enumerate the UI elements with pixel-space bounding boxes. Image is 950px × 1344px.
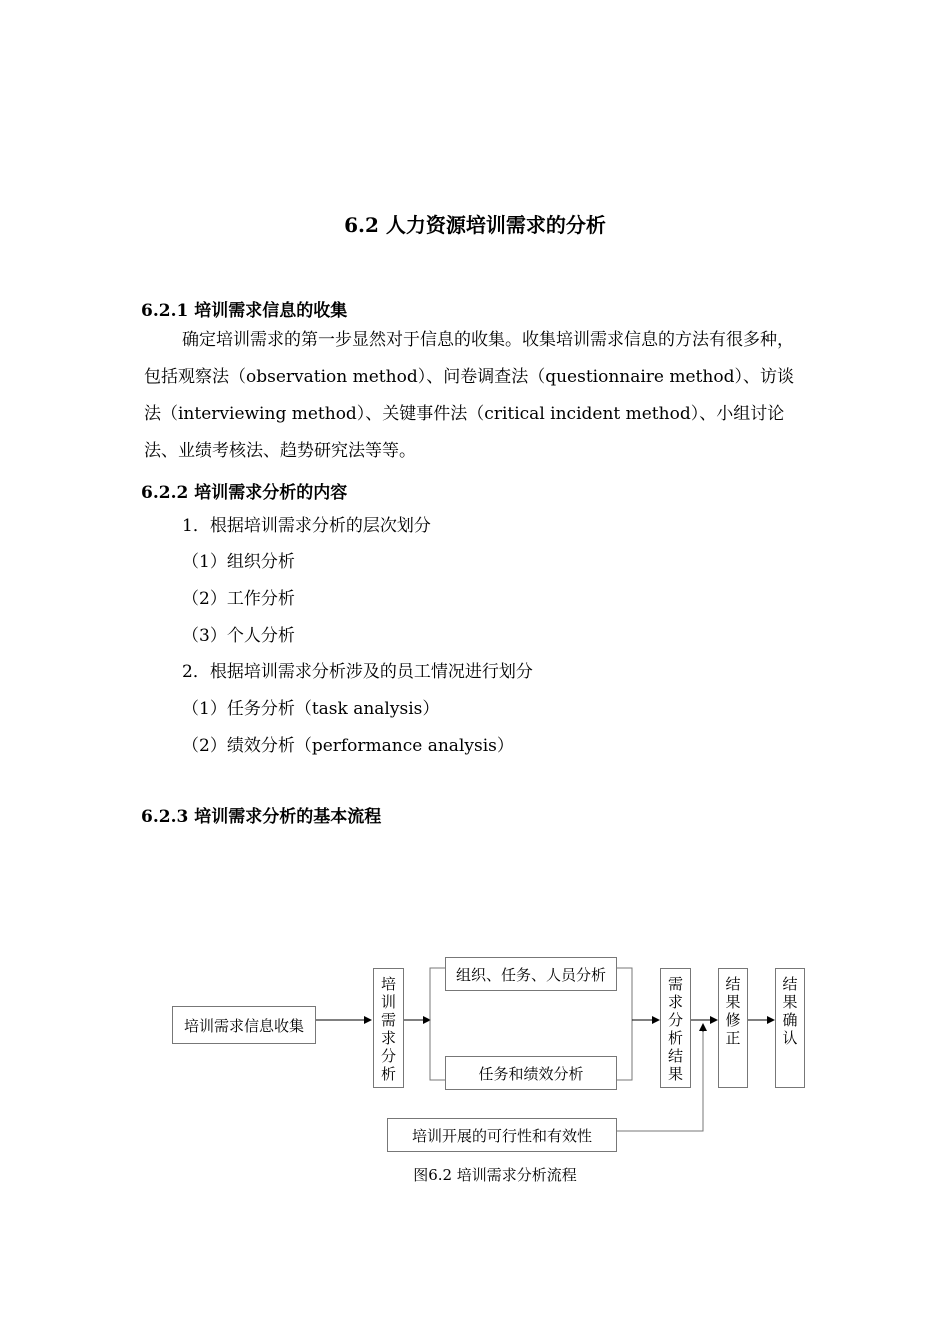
paragraph-text: 确定培训需求的第一步显然对于信息的收集。收集培训需求信息的方法有很多种，包括观察法（observation method）、问卷调查法（questionnaire method）、访谈法（interviewing method）、关键事件法（critical incident method）、小组讨论法、业绩考核法、趋势研究法等等。 — [144, 330, 794, 461]
char: 需 — [667, 975, 683, 993]
char: 果 — [782, 993, 798, 1011]
section-heading-process: 6.2.3 培训需求分析的基本流程 — [141, 807, 382, 827]
branch-right-bracket — [617, 968, 632, 1080]
char: 正 — [725, 1029, 741, 1047]
char: 结 — [782, 975, 798, 993]
section-heading-content: 6.2.2 培训需求分析的内容 — [141, 483, 348, 503]
char: 需 — [380, 1011, 396, 1029]
list-item: （1）组织分析 — [182, 552, 295, 572]
char: 析 — [380, 1065, 396, 1083]
char: 训 — [380, 993, 396, 1011]
list-item: （2）绩效分析（performance analysis） — [182, 736, 514, 756]
node-info-collection — [172, 1006, 316, 1044]
node-feasibility — [387, 1118, 617, 1152]
char: 结 — [667, 1047, 683, 1065]
list-item: 2．根据培训需求分析涉及的员工情况进行划分 — [182, 662, 533, 682]
node-label: 组织、任务、人员分析 — [455, 966, 606, 984]
page-title: 6.2 人力资源培训需求的分析 — [344, 213, 606, 237]
char: 求 — [667, 993, 683, 1011]
char: 析 — [667, 1029, 683, 1047]
char: 果 — [725, 993, 741, 1011]
char: 分 — [667, 1011, 683, 1029]
node-label: 培训需求信息收集 — [183, 1016, 304, 1035]
node-needs-analysis — [373, 968, 404, 1088]
node-result-confirm — [775, 968, 805, 1088]
char: 确 — [782, 1011, 798, 1029]
list-item: （1）任务分析（task analysis） — [182, 699, 440, 719]
node-label: 培训开展的可行性和有效性 — [411, 1126, 592, 1145]
section-heading-collection: 6.2.1 培训需求信息的收集 — [141, 301, 348, 321]
char: 求 — [380, 1029, 396, 1047]
node-result-revise — [718, 968, 748, 1088]
branch-left-bracket — [430, 968, 445, 1080]
char: 分 — [380, 1047, 396, 1065]
char: 认 — [782, 1029, 798, 1047]
node-org-task-person — [445, 957, 617, 991]
list-item: （2）工作分析 — [182, 589, 295, 609]
list-item: （3）个人分析 — [182, 626, 295, 646]
char: 培 — [380, 975, 396, 993]
list-item: 1．根据培训需求分析的层次划分 — [182, 516, 431, 536]
figure-caption: 图6.2 培训需求分析流程 — [413, 1166, 577, 1184]
node-analysis-result — [660, 968, 691, 1088]
node-label: 任务和绩效分析 — [478, 1064, 584, 1083]
char: 果 — [667, 1065, 683, 1083]
node-task-performance — [445, 1056, 617, 1090]
char: 结 — [725, 975, 741, 993]
char: 修 — [725, 1011, 741, 1029]
